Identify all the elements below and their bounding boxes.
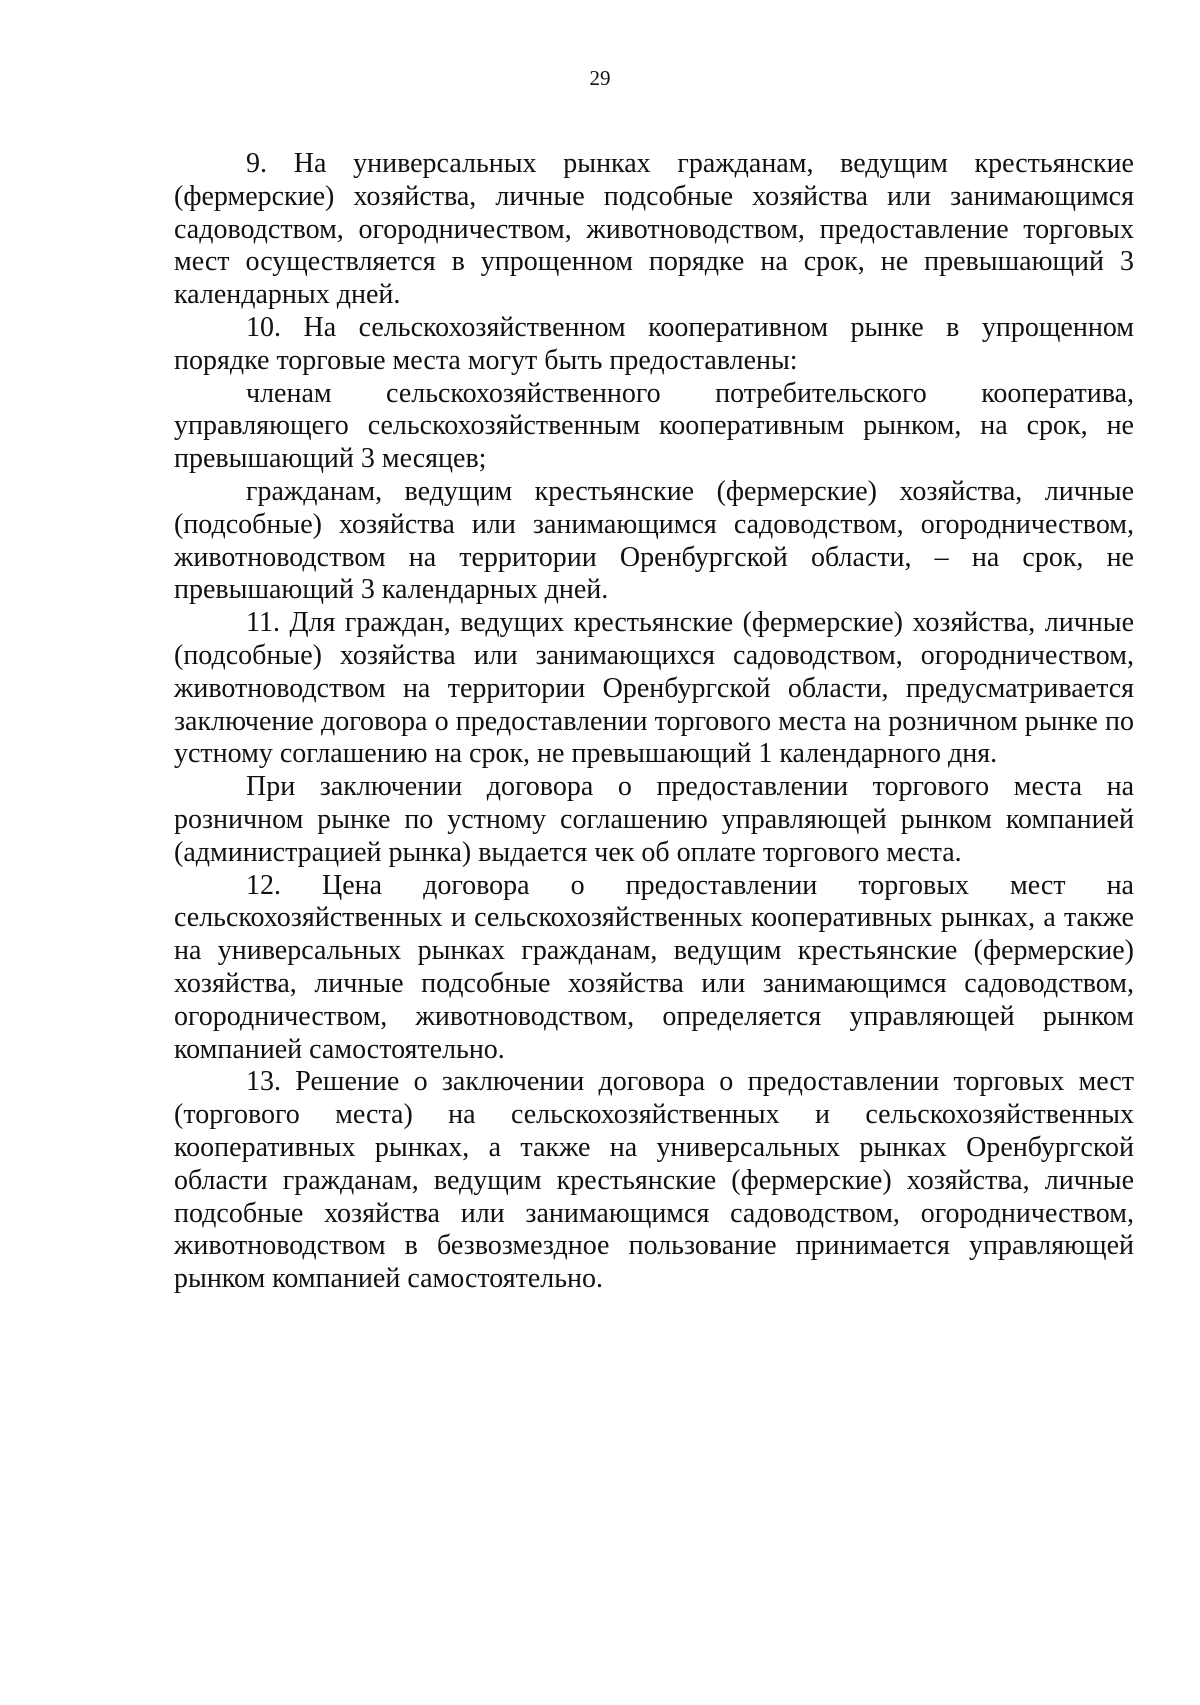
paragraph-10-members: членам сельскохозяйственного потребительского кооператива, управляющего сельскохозяйственным кооперативным рынком, на срок, не превышающий 3 месяцев; xyxy=(174,377,1134,475)
paragraph-11-receipt: При заключении договора о предоставлении торгового места на розничном рынке по устному соглашению управляющей рынком компанией (администрацией рынка) выдается чек об оплате торгового места. xyxy=(174,771,1134,868)
paragraph-10: 10. На сельскохозяйственном кооперативном рынке в упрощенном порядке торговые места могут быть предоставлены: xyxy=(174,311,1134,376)
paragraph-12: 12. Цена договора о предоставлении торговых мест на сельскохозяйственных и сельскохозяйственных кооперативных рынках, а также на универсальных рынках гражданам, ведущим крестьянские (фермерские) хозяйства, личные подсобные хозяйства или занимающимся садоводством, огородничеством, животноводством, определяется управляющей рынком компанией самостоятельно. xyxy=(174,869,1134,1065)
paragraph-10-citizens: гражданам, ведущим крестьянские (фермерские) хозяйства, личные (подсобные) хозяйства или занимающимся садоводством, огородничеством, животноводством на территории Оренбургской области, – на срок, не превышающий 3 календарных дней. xyxy=(174,475,1134,606)
page-number: 29 xyxy=(589,66,611,90)
document-body xyxy=(174,148,1134,1296)
paragraph-9: 9. На универсальных рынках гражданам, ведущим крестьянские (фермерские) хозяйства, личные подсобные хозяйства или занимающимся садоводством, огородничеством, животноводством, предоставление торговых мест осуществляется в упрощенном порядке на срок, не превышающий 3 календарных дней. xyxy=(174,148,1134,311)
paragraph-11: 11. Для граждан, ведущих крестьянские (фермерские) хозяйства, личные (подсобные) хозяйства или занимающихся садоводством, огородничеством, животноводством на территории Оренбургской области, предусматривается заключение договора о предоставлении торгового места на розничном рынке по устному соглашению на срок, не превышающий 1 календарного дня. xyxy=(174,607,1134,770)
paragraph-13: 13. Решение о заключении договора о предоставлении торговых мест (торгового места) на сельскохозяйственных и сельскохозяйственных кооперативных рынках, а также на универсальных рынках Оренбургской области гражданам, ведущим крестьянские (фермерские) хозяйства, личные подсобные хозяйства или занимающимся садоводством, огородничеством, животноводством в безвозмездное пользование принимается управляющей рынком компанией самостоятельно. xyxy=(174,1066,1134,1295)
